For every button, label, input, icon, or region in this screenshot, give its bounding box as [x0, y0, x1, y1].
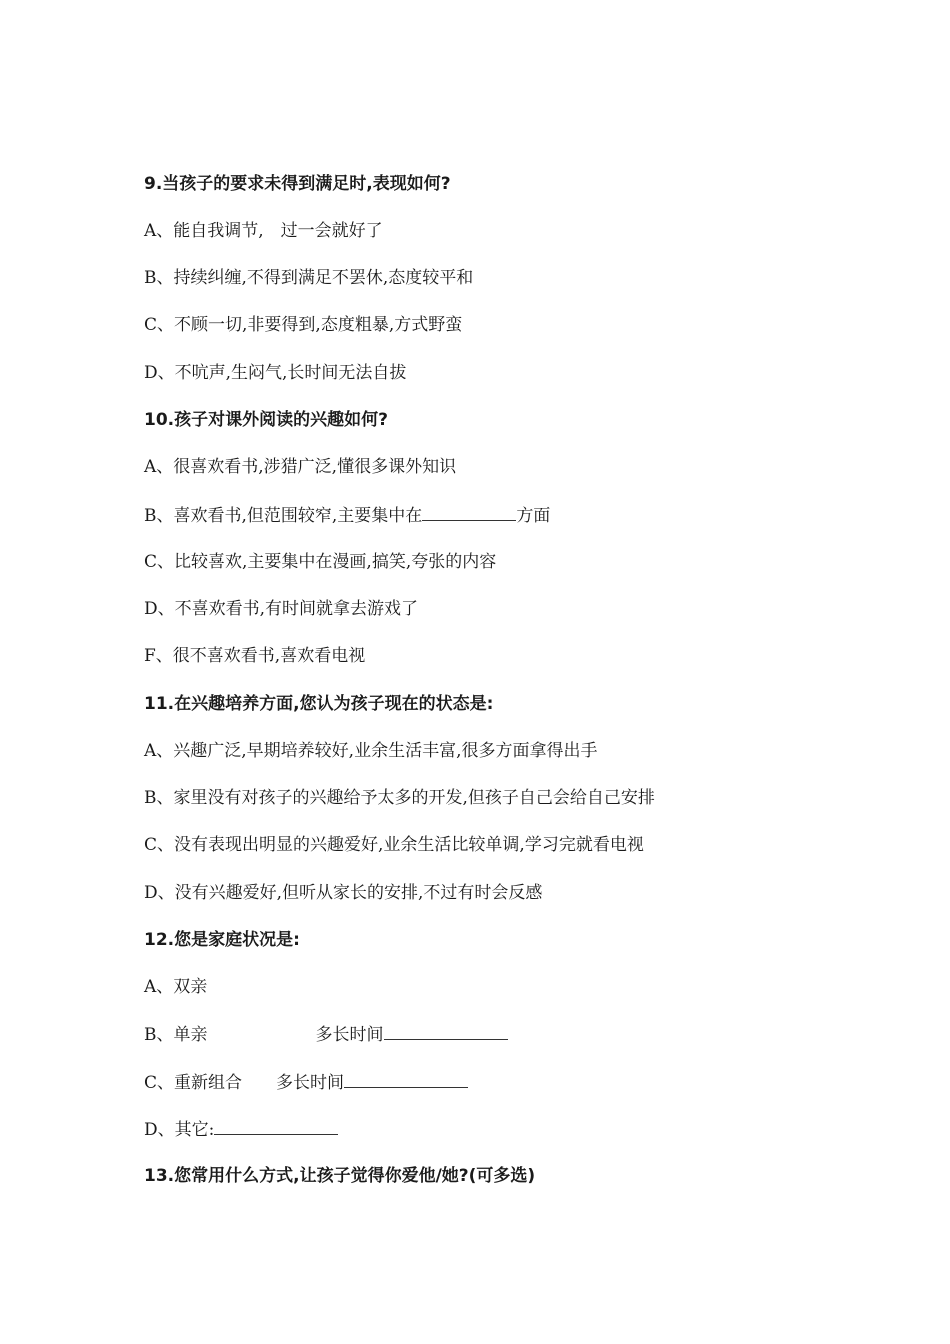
question-10-option-d: D、不喜欢看书,有时间就拿去游戏了: [144, 599, 419, 619]
question-11-option-b: B、家里没有对孩子的兴趣给予太多的开发,但孩子自己会给自己安排: [144, 788, 655, 808]
question-10-option-f: F、很不喜欢看书,喜欢看电视: [144, 646, 366, 666]
question-11-option-d: D、没有兴趣爱好,但听从家长的安排,不过有时会反感: [144, 883, 543, 903]
question-13-title: 13.您常用什么方式,让孩子觉得你爱他/她?(可多选): [144, 1166, 536, 1186]
question-12-title: 12.您是家庭状况是:: [144, 930, 300, 950]
question-10-option-a: A、很喜欢看书,涉猎广泛,懂很多课外知识: [144, 457, 457, 477]
answer-blank[interactable]: [422, 503, 516, 521]
question-10-option-b-text: B、喜欢看书,但范围较窄,主要集中在: [144, 506, 423, 526]
question-10-option-c: C、比较喜欢,主要集中在漫画,搞笑,夸张的内容: [144, 552, 497, 572]
question-11-option-c: C、没有表现出明显的兴趣爱好,业余生活比较单调,学习完就看电视: [144, 835, 644, 855]
duration-label: 多长时间: [315, 1025, 384, 1045]
question-12-option-d-text: D、其它:: [144, 1120, 215, 1140]
answer-blank[interactable]: [214, 1117, 338, 1135]
question-12-option-c: [144, 1070, 468, 1094]
question-10-title: 10.孩子对课外阅读的兴趣如何?: [144, 410, 388, 430]
answer-blank[interactable]: [344, 1070, 468, 1088]
question-11-title: 11.在兴趣培养方面,您认为孩子现在的状态是:: [144, 694, 494, 714]
question-10-option-b: [144, 503, 550, 527]
question-9-option-b: B、持续纠缠,不得到满足不罢休,态度较平和: [144, 268, 474, 288]
answer-blank[interactable]: [384, 1022, 508, 1040]
question-12-option-b-text: B、单亲: [144, 1025, 208, 1045]
duration-label: 多长时间: [276, 1073, 345, 1093]
question-12-option-b: [144, 1022, 508, 1046]
question-9-option-a: A、能自我调节, 过一会就好了: [144, 221, 383, 241]
question-9-title: 9.当孩子的要求未得到满足时,表现如何?: [144, 174, 451, 194]
question-9-option-c: C、不顾一切,非要得到,态度粗暴,方式野蛮: [144, 315, 463, 335]
question-10-option-b-suffix: 方面: [516, 506, 551, 526]
question-9-option-d: D、不吭声,生闷气,长时间无法自拔: [144, 363, 407, 383]
question-11-option-a: A、兴趣广泛,早期培养较好,业余生活丰富,很多方面拿得出手: [144, 741, 598, 761]
question-12-option-d: [144, 1117, 338, 1141]
question-12-option-c-text: C、重新组合: [144, 1073, 243, 1093]
question-12-option-a: A、双亲: [144, 977, 208, 997]
